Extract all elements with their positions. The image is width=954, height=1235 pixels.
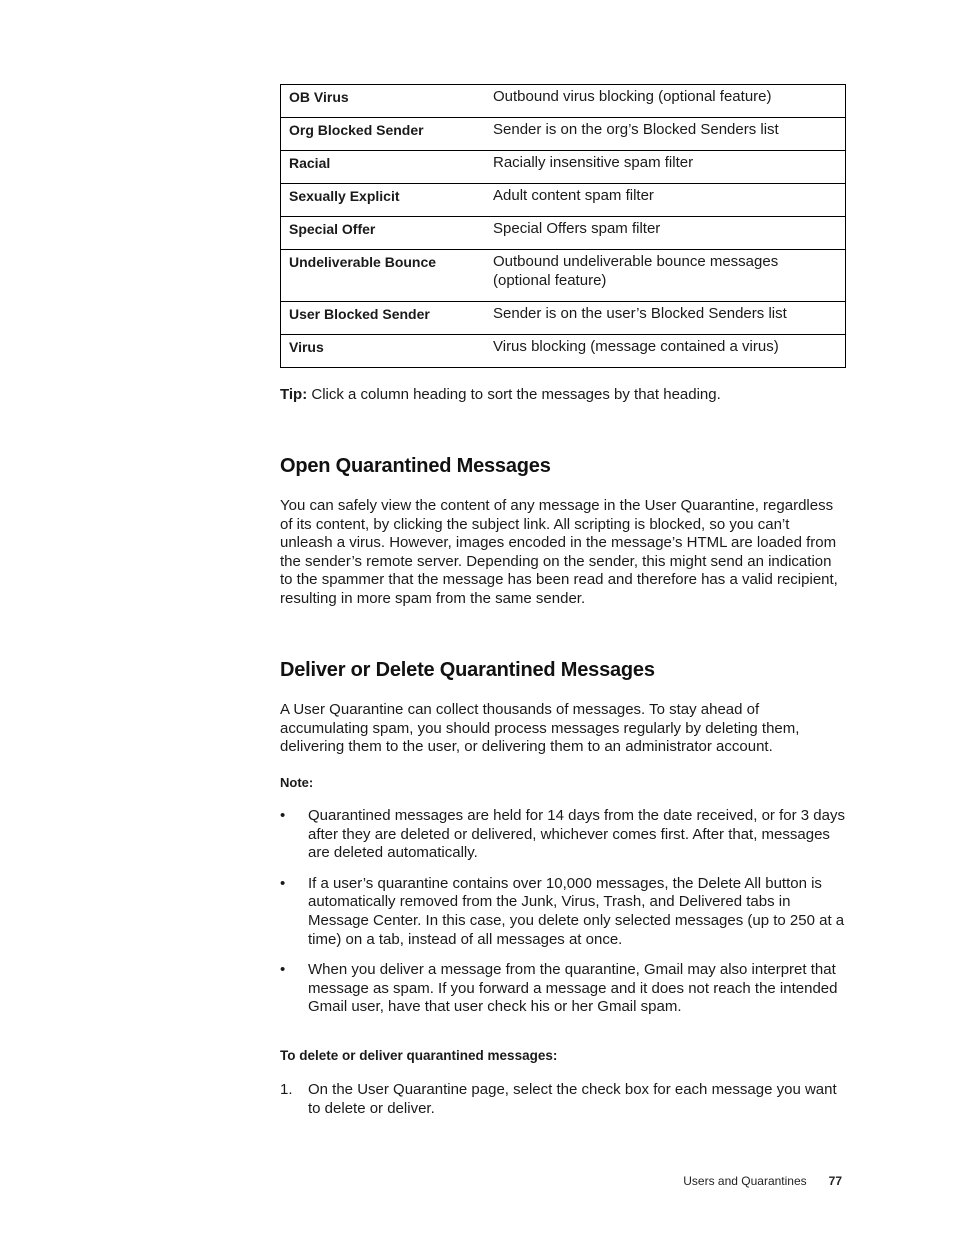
table-description: Outbound virus blocking (optional feature) — [485, 85, 846, 118]
table-term: Sexually Explicit — [281, 184, 486, 217]
bullet-icon: • — [280, 961, 286, 979]
note-label: Note: — [280, 775, 314, 790]
table-term: Special Offer — [281, 217, 486, 250]
list-item — [280, 807, 846, 863]
table-row — [281, 335, 846, 368]
table-row — [281, 85, 846, 118]
deliver-delete-heading: Deliver or Delete Quarantined Messages — [280, 659, 655, 681]
procedure-steps — [280, 1081, 846, 1118]
list-item — [280, 961, 846, 1017]
bullet-text: Quarantined messages are held for 14 days from the date received, or for 3 days after they are deleted or delivered, whichever comes first. After that, messages are deleted automatically. — [308, 807, 845, 862]
list-item — [280, 875, 846, 949]
bullet-icon: • — [280, 874, 286, 892]
deliver-delete-body: A User Quarantine can collect thousands of messages. To stay ahead of accumulating spam, you should process messages regularly by deleting them, delivering them to the user, or delivering them to an administrator account. — [280, 701, 800, 756]
table-description: Sender is on the user’s Blocked Senders list — [485, 302, 846, 335]
table-term: Virus — [281, 335, 486, 368]
table-description: Virus blocking (message contained a virus) — [485, 335, 846, 368]
note-bullet-list — [280, 807, 846, 1029]
tip-text: Click a column heading to sort the messages by that heading. — [307, 386, 721, 403]
table-row — [281, 118, 846, 151]
footer-section-title: Users and Quarantines — [683, 1174, 807, 1188]
page-number: 77 — [828, 1174, 842, 1188]
open-quarantined-heading: Open Quarantined Messages — [280, 455, 551, 477]
table-description: Adult content spam filter — [485, 184, 846, 217]
procedure-heading: To delete or deliver quarantined messages: — [280, 1048, 558, 1063]
table-description: Racially insensitive spam filter — [485, 151, 846, 184]
table-description: Outbound undeliverable bounce messages (optional feature) — [485, 250, 846, 302]
table-term: Undeliverable Bounce — [281, 250, 486, 302]
bullet-icon: • — [280, 807, 286, 824]
table-description: Sender is on the org’s Blocked Senders list — [485, 118, 846, 151]
table-row — [281, 217, 846, 250]
table-row — [281, 184, 846, 217]
table-description: Special Offers spam filter — [485, 217, 846, 250]
tip-label: Tip: — [280, 386, 308, 403]
step-text: On the User Quarantine page, select the check box for each message you want to delete or deliver. — [308, 1081, 837, 1117]
table-row — [281, 250, 846, 302]
filter-definitions-table — [280, 84, 846, 368]
step-number: 1. — [280, 1081, 293, 1098]
bullet-text: When you deliver a message from the quarantine, Gmail may also interpret that message as spam. If you forward a message and it does not reach the intended Gmail user, have that user check his or her Gmail spam. — [308, 961, 838, 1016]
table-row — [281, 302, 846, 335]
page-footer — [683, 1174, 842, 1188]
table-term: OB Virus — [281, 85, 486, 118]
list-item — [280, 1081, 846, 1118]
open-quarantined-body: You can safely view the content of any message in the User Quarantine, regardless of its content, by clicking the subject link. All scripting is blocked, so you can’t unleash a virus. However, images encoded in the message’s HTML are loaded from the sender’s remote server. Depending on the sender, this might send an indication to the spammer that the message has been read and therefore has a valid recipient, resulting in more spam from the same sender. — [280, 497, 838, 607]
table-term: User Blocked Sender — [281, 302, 486, 335]
tip-paragraph — [280, 386, 846, 405]
table-term: Racial — [281, 151, 486, 184]
table-term: Org Blocked Sender — [281, 118, 486, 151]
table-row — [281, 151, 846, 184]
bullet-text: If a user’s quarantine contains over 10,000 messages, the Delete All button is automatically removed from the Junk, Virus, Trash, and Delivered tabs in Message Center. In this case, you delete only selected messages (up to 250 at a time) on a tab, instead of all messages at once. — [308, 874, 845, 948]
